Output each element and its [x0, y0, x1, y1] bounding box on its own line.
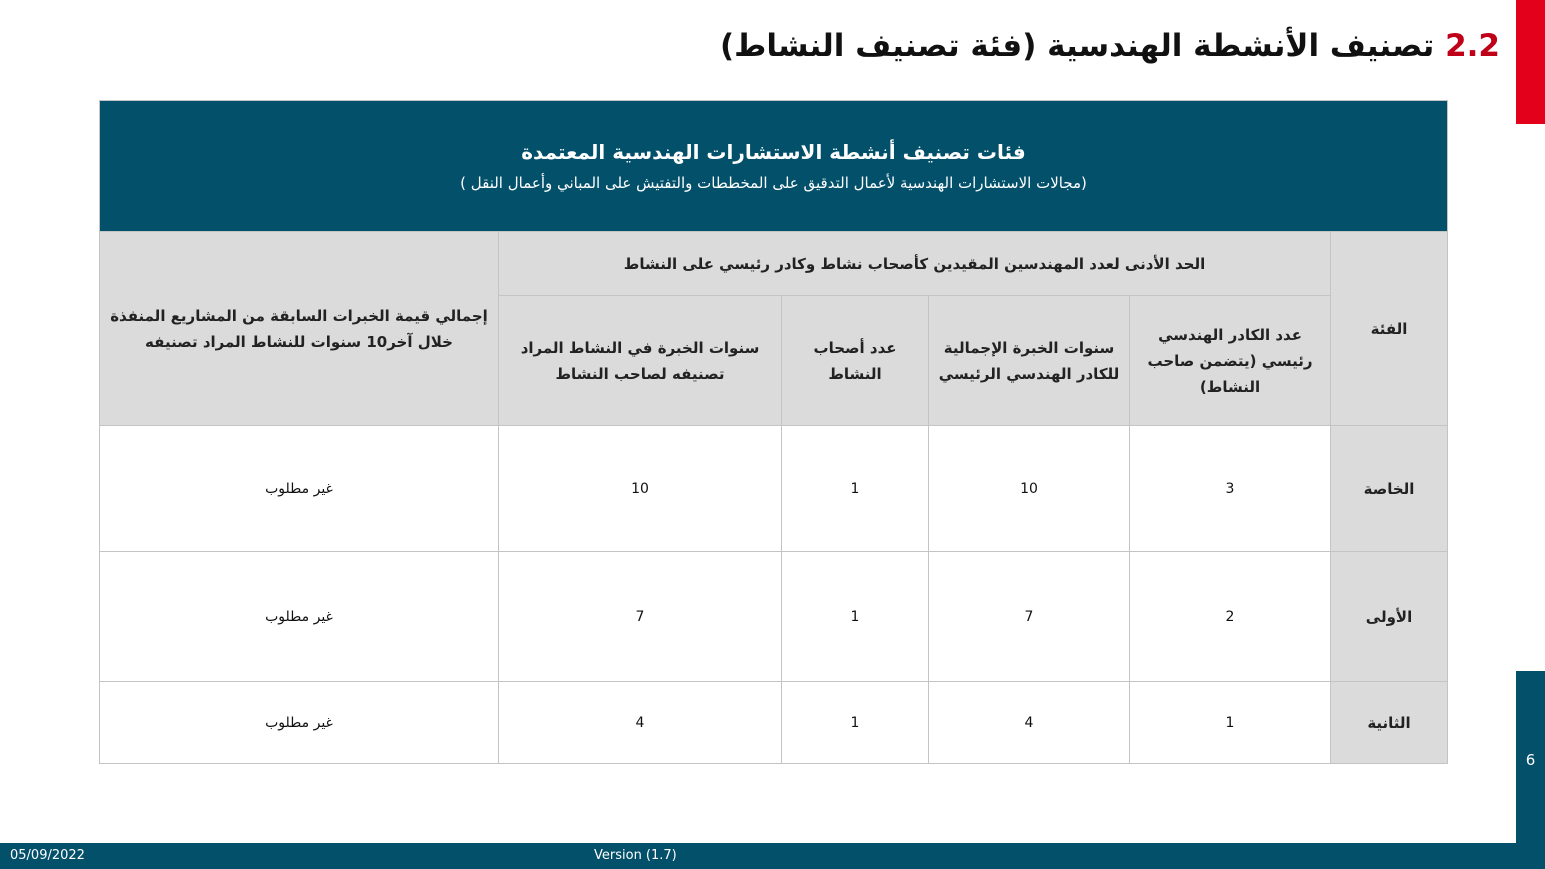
- group-header: الحد الأدنى لعدد المهندسين المقيدين كأصحاب نشاط وكادر رئيسي على النشاط: [499, 232, 1331, 296]
- table-cell: 1: [782, 552, 929, 682]
- footer-version: Version (1.7): [594, 848, 677, 863]
- table-cell: 7: [499, 552, 782, 682]
- table-cell: 1: [782, 682, 929, 764]
- slide-title: [720, 22, 1500, 70]
- table-cell: 7: [929, 552, 1130, 682]
- table-row: [100, 682, 1448, 764]
- last-column-header: إجمالي قيمة الخبرات السابقة من المشاريع المنفذة خلال آخر10 سنوات للنشاط المراد تصنيفه: [100, 232, 499, 426]
- column-header: عدد الكادر الهندسي رئيسي (يتضمن صاحب النشاط): [1130, 296, 1331, 426]
- table-cell: 1: [1130, 682, 1331, 764]
- table-subtitle: (مجالات الاستشارات الهندسية لأعمال التدقيق على المخططات والتفتيش على المباني وأعمال النقل ): [460, 174, 1087, 192]
- table-cell: غير مطلوب: [100, 426, 499, 552]
- column-header: سنوات الخبرة في النشاط المراد تصنيفه لصاحب النشاط: [499, 296, 782, 426]
- table-cell: غير مطلوب: [100, 682, 499, 764]
- category-cell: الخاصة: [1331, 426, 1448, 552]
- group-header-row: [100, 232, 1448, 296]
- table-header: [100, 101, 1448, 232]
- table-cell: 10: [499, 426, 782, 552]
- column-header: سنوات الخبرة الإجمالية للكادر الهندسي الرئيسي: [929, 296, 1130, 426]
- table-cell: غير مطلوب: [100, 552, 499, 682]
- category-header: الفئة: [1331, 232, 1448, 426]
- table-cell: 4: [499, 682, 782, 764]
- category-cell: الأولى: [1331, 552, 1448, 682]
- category-cell: الثانية: [1331, 682, 1448, 764]
- classification-table: [99, 100, 1448, 764]
- footer-date: 05/09/2022: [10, 848, 85, 863]
- table-cell: 3: [1130, 426, 1331, 552]
- table-title: فئات تصنيف أنشطة الاستشارات الهندسية المعتمدة: [521, 140, 1026, 164]
- table-row: [100, 552, 1448, 682]
- section-number: 2.2: [1445, 28, 1500, 64]
- table-row: [100, 426, 1448, 552]
- table-cell: 2: [1130, 552, 1331, 682]
- accent-bar: [1516, 0, 1545, 124]
- footer-bar: [0, 843, 1516, 869]
- table-cell: 1: [782, 426, 929, 552]
- page-number: 6: [1525, 751, 1536, 769]
- page-number-bar: [1516, 671, 1545, 869]
- table-header-row: [100, 101, 1448, 232]
- title-text: تصنيف الأنشطة الهندسية (فئة تصنيف النشاط): [719, 28, 1435, 64]
- table-cell: 10: [929, 426, 1130, 552]
- table-cell: 4: [929, 682, 1130, 764]
- column-header: عدد أصحاب النشاط: [782, 296, 929, 426]
